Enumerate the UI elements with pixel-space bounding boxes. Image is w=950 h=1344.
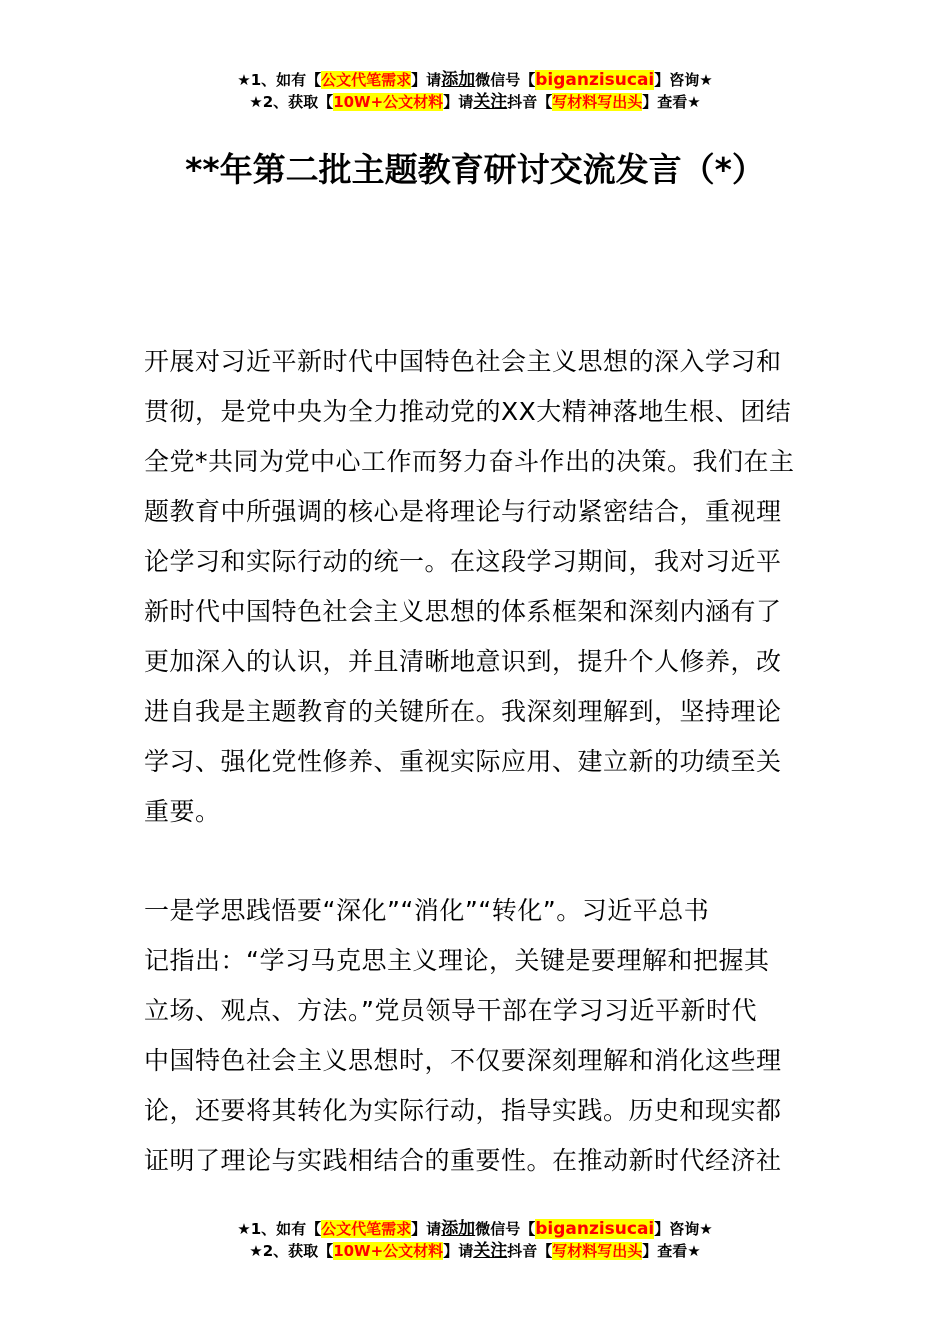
banner-emphasis: 添加 [441,70,476,90]
text-line: 立场、观点、方法。”党员领导干部在学习习近平新时代 [144,996,757,1025]
text-line: 论，还要将其转化为实际行动，指导实践。历史和现实都 [144,1096,782,1125]
banner-text: 抖音【 [507,93,553,111]
text-line: 贯彻，是党中央为全力推动党的XX大精神落地生根、团结 [144,397,792,426]
header-banner [0,69,950,113]
banner-text: ★1、如有【 [237,1220,322,1238]
banner-text: 】咨询★ [654,1220,713,1238]
footer-banner [0,1218,950,1262]
banner-text: 抖音【 [507,1242,553,1260]
text-line: 全党*共同为党中心工作而努力奋斗作出的决策。我们在主 [144,447,795,476]
document-title: **年第二批主题教育研讨交流发言（*） [185,150,765,189]
banner-emphasis: 添加 [441,1219,476,1239]
text-line: 题教育中所强调的核心是将理论与行动紧密结合，重视理 [144,497,782,526]
banner-text: 】查看★ [642,1242,701,1260]
banner-text: 】请 [411,1220,442,1238]
banner-line-2 [0,1240,950,1262]
highlight-wechat-id: biganzisucai [535,1219,655,1239]
banner-line-1 [0,1218,950,1240]
banner-text: 】查看★ [642,93,701,111]
text-line: 中国特色社会主义思想时，不仅要深刻理解和消化这些理 [144,1046,782,1075]
banner-text: 微信号【 [475,1220,536,1238]
text-line: 开展对习近平新时代中国特色社会主义思想的深入学习和 [144,347,782,376]
banner-text: 】请 [443,93,474,111]
highlight-wechat-id: biganzisucai [535,70,655,90]
text-line: 学习、强化党性修养、重视实际应用、建立新的功绩至关 [144,747,782,776]
paragraph-point-one [144,886,810,1186]
highlight-service: 公文代笔需求 [321,71,412,89]
banner-text: ★2、获取【 [249,93,334,111]
text-line: 一是学思践悟要“深化”“消化”“转化”。习近平总书 [144,896,710,925]
highlight-materials: 10W+公文材料 [333,1242,444,1260]
banner-text: 】咨询★ [654,71,713,89]
highlight-service: 公文代笔需求 [321,1220,412,1238]
text-line: 更加深入的认识，并且清晰地意识到，提升个人修养，改 [144,647,782,676]
text-line: 证明了理论与实践相结合的重要性。在推动新时代经济社 [144,1146,782,1175]
text-line: 新时代中国特色社会主义思想的体系框架和深刻内涵有了 [144,597,782,626]
banner-line-1 [0,69,950,91]
banner-text: ★1、如有【 [237,71,322,89]
text-line: 进自我是主题教育的关键所在。我深刻理解到，坚持理论 [144,697,782,726]
highlight-douyin: 写材料写出头 [552,93,643,111]
banner-emphasis: 关注 [473,92,508,112]
banner-line-2 [0,91,950,113]
highlight-douyin: 写材料写出头 [552,1242,643,1260]
text-line: 重要。 [144,797,221,826]
text-line: 记指出：“学习马克思主义理论，关键是要理解和把握其 [144,946,770,975]
text-line: 论学习和实际行动的统一。在这段学习期间，我对习近平 [144,547,782,576]
banner-text: 微信号【 [475,71,536,89]
banner-emphasis: 关注 [473,1241,508,1261]
banner-text: ★2、获取【 [249,1242,334,1260]
highlight-materials: 10W+公文材料 [333,93,444,111]
banner-text: 】请 [411,71,442,89]
paragraph-intro [144,337,810,837]
banner-text: 】请 [443,1242,474,1260]
